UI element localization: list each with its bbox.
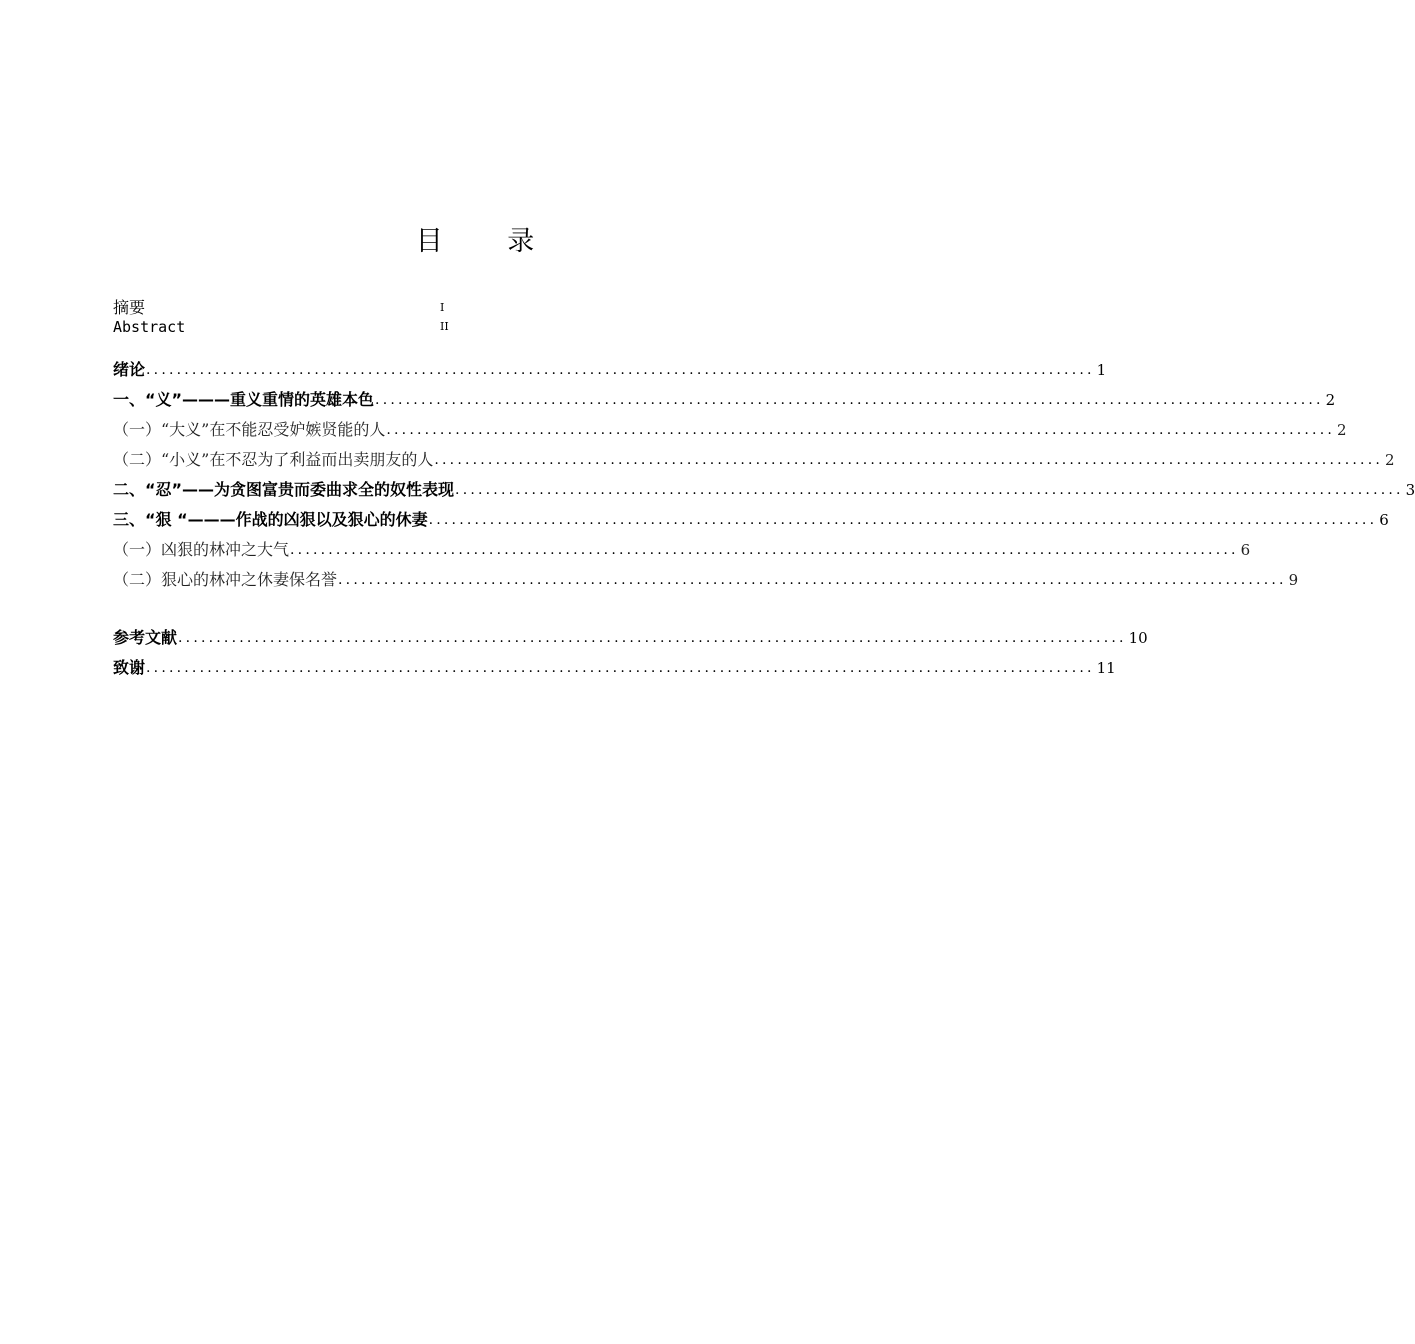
toc-entry-chapter-3-section-1[interactable] — [113, 537, 1251, 561]
toc-entry-page-number: 10 — [1128, 629, 1148, 647]
toc-entry-label: （二）狠心的林冲之休妻保名誉 — [113, 570, 338, 589]
toc-leader-dots: ............................................................................................................................ — [290, 542, 1239, 558]
toc-entry-label: 绪论 — [113, 360, 146, 379]
toc-front-label: 摘要 — [113, 298, 146, 317]
toc-entry-chapter-3[interactable] — [113, 507, 1389, 531]
toc-entry-page-number: 11 — [1096, 659, 1116, 677]
toc-leader-dots: ............................................................................................................................ — [146, 362, 1095, 378]
toc-entry-chapter-1-section-2[interactable] — [113, 447, 1395, 471]
toc-front-page-number: II — [440, 320, 449, 333]
toc-front-page-number: I — [440, 301, 445, 314]
toc-entry-page-number: 2 — [1337, 421, 1347, 439]
toc-entry-label: （二）“小义”在不忍为了利益而出卖朋友的人 — [113, 450, 434, 469]
toc-leader-dots: ............................................................................................................................ — [428, 512, 1378, 528]
toc-entry-label: 致谢 — [113, 658, 146, 677]
toc-entry-chapter-2[interactable] — [113, 477, 1415, 501]
toc-front-label: Abstract — [113, 318, 186, 336]
toc-entry-label: 一、“义”———重义重情的英雄本色 — [113, 390, 375, 409]
toc-entry-page-number: 9 — [1288, 571, 1299, 589]
toc-leader-dots: ............................................................................................................................ — [455, 482, 1404, 498]
toc-entry-label: 二、“忍”——为贪图富贵而委曲求全的奴性表现 — [113, 480, 455, 499]
toc-entry-chapter-1-section-1[interactable] — [113, 417, 1347, 441]
toc-leader-dots: ............................................................................................................................ — [434, 452, 1383, 468]
toc-entry-label: （一）凶狠的林冲之大气 — [113, 540, 290, 559]
toc-title: 目 录 — [415, 226, 563, 257]
toc-entry-page-number: 1 — [1096, 361, 1107, 379]
toc-entry-label: 参考文献 — [113, 628, 178, 647]
toc-leader-dots: ............................................................................................................................ — [146, 660, 1095, 676]
toc-entry-page-number: 2 — [1385, 451, 1395, 469]
toc-entry-chapter-3-section-2[interactable] — [113, 567, 1299, 591]
toc-entry-references[interactable] — [113, 625, 1148, 649]
toc-leader-dots: ............................................................................................................................ — [375, 392, 1324, 408]
toc-entry-page-number: 2 — [1325, 391, 1336, 409]
toc-leader-dots: ............................................................................................................................ — [178, 630, 1127, 646]
toc-entry-acknowledgements[interactable] — [113, 655, 1116, 679]
toc-entry-page-number: 6 — [1240, 541, 1251, 559]
toc-leader-dots: ............................................................................................................................ — [386, 422, 1335, 438]
toc-leader-dots: ............................................................................................................................ — [338, 572, 1287, 588]
toc-entry-page-number: 6 — [1379, 511, 1389, 529]
toc-entry-label: 三、“狠 “———作战的凶狠以及狠心的休妻 — [113, 510, 428, 529]
toc-entry-label: （一）“大义”在不能忍受妒嫉贤能的人 — [113, 420, 386, 439]
toc-entry-chapter-1[interactable] — [113, 387, 1336, 411]
toc-entry-page-number: 3 — [1405, 481, 1415, 499]
toc-entry-introduction[interactable] — [113, 357, 1107, 381]
